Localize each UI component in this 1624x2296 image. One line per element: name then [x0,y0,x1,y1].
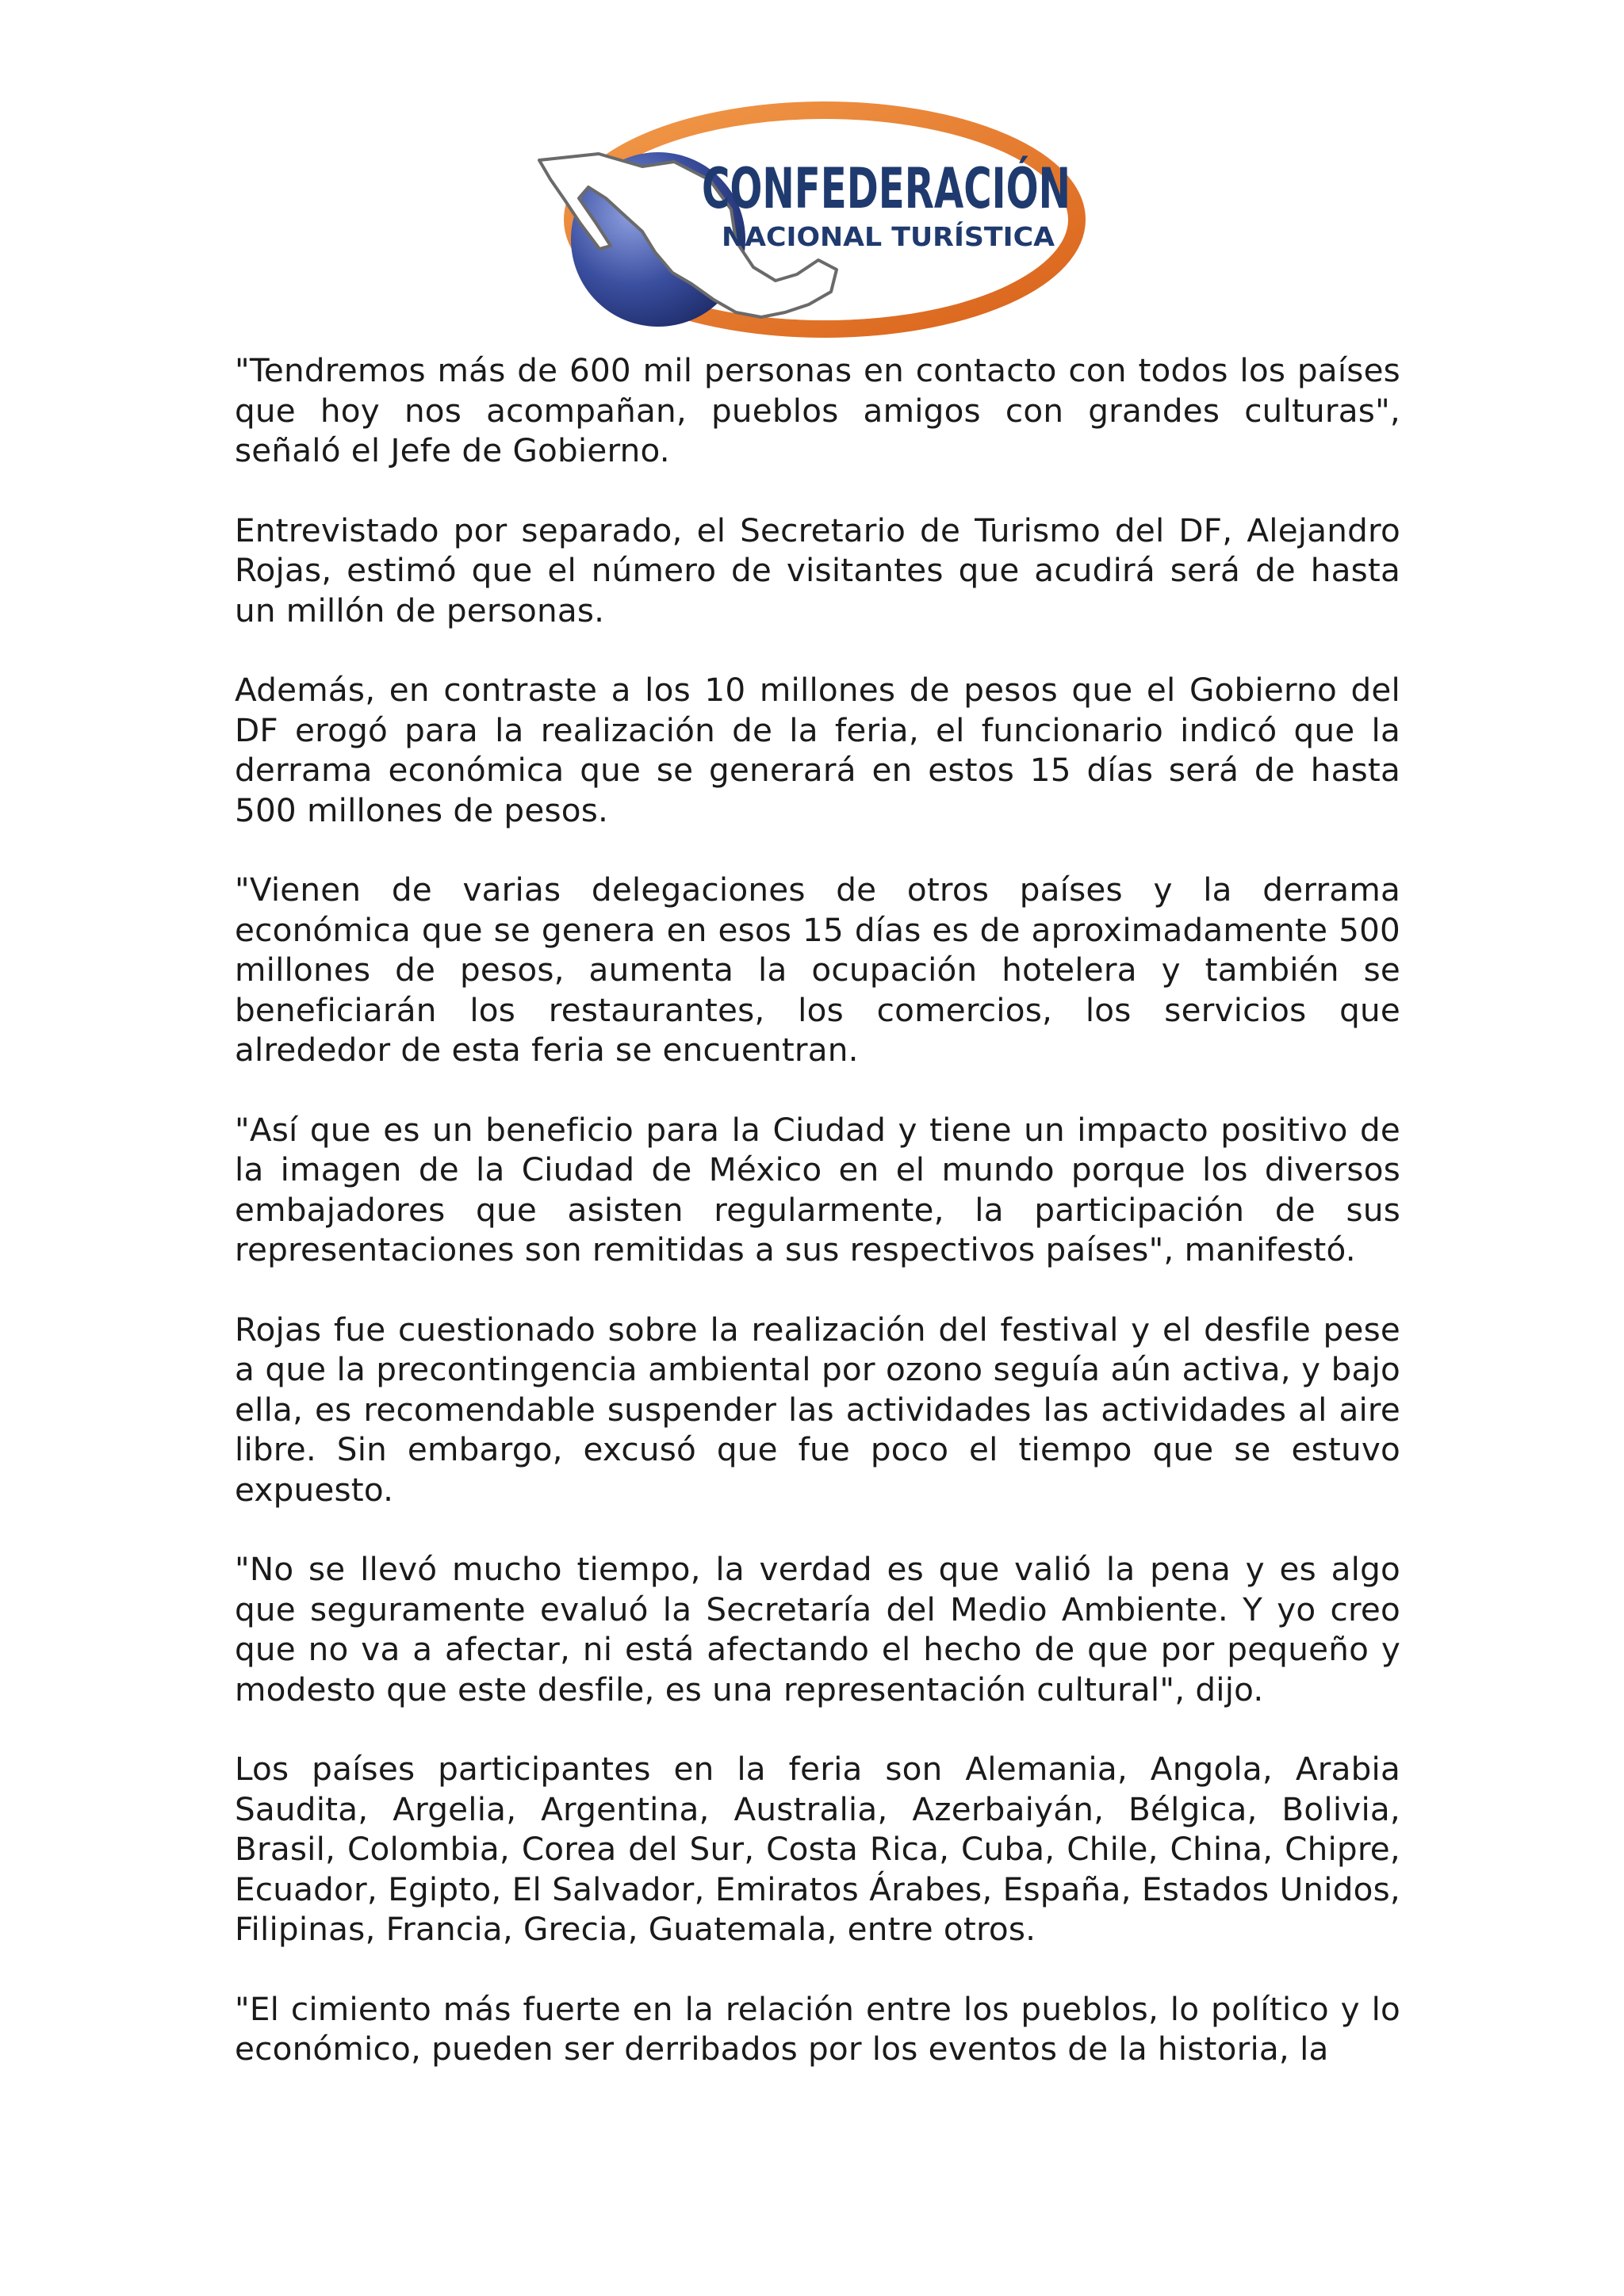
article-body [235,350,1400,2109]
logo-title: CONFEDERACIÓN [702,156,1071,221]
paragraph-2: Entrevistado por separado, el Secretario de Turismo del DF, Alejandro Rojas, estimó que el número de visitantes que acudirá será de hasta un millón de personas. [235,511,1400,629]
paragraph-5: "Así que es un beneficio para la Ciudad y tiene un impacto positivo de la imagen de la Ciudad de México en el mundo porque los diversos embajadores que asisten regularmente, la participación de sus representaciones son remitidas a sus respectivos países", manifestó. [235,1110,1400,1269]
paragraph-6: Rojas fue cuestionado sobre la realización del festival y el desfile pese a que la precontingencia ambiental por ozono seguía aún activa, y bajo ella, es recomendable suspender las actividades las actividades al aire libre. Sin embargo, excusó que fue poco el tiempo que se estuvo expuesto. [235,1310,1400,1509]
logo-subtitle: NACIONAL TURÍSTICA [722,221,1038,252]
paragraph-1: "Tendremos más de 600 mil personas en contacto con todos los países que hoy nos acompañan, pueblos amigos con grandes culturas", señaló el Jefe de Gobierno. [235,351,1400,469]
paragraph-7: "No se llevó mucho tiempo, la verdad es que valió la pena y es algo que seguramente evaluó la Secretaría del Medio Ambiente. Y yo creo que no va a afectar, ni está afectando el hecho de que por pequeño y modesto que este desfile, es una representación cultural", dijo. [235,1550,1400,1709]
paragraph-4: "Vienen de varias delegaciones de otros países y la derrama económica que se genera en esos 15 días es de aproximadamente 500 millones de pesos, aumenta la ocupación hotelera y también se beneficiarán los restaurantes, los comercios, los servicios que alrededor de esta feria se encuentran. [235,871,1400,1069]
confederacion-logo [523,105,1094,342]
paragraph-8: Los países participantes en la feria son Alemania, Angola, Arabia Saudita, Argelia, Argentina, Australia, Azerbaiyán, Bélgica, Bolivia, Brasil, Colombia, Corea del Sur, Costa Rica, Cuba, Chile, China, Chipre, Ecuador, Egipto, El Salvador, Emiratos Árabes, España, Estados Unidos, Filipinas, Francia, Grecia, Guatemala, entre otros. [235,1750,1400,1948]
paragraph-9: "El cimiento más fuerte en la relación entre los pueblos, lo político y lo económico, pueden ser derribados por los eventos de la historia, la [235,1989,1400,2068]
paragraph-3: Además, en contraste a los 10 millones de pesos que el Gobierno del DF erogó para la realización de la feria, el funcionario indicó que la derrama económica que se generará en estos 15 días será de hasta 500 millones de pesos. [235,671,1400,829]
logo-graphic [523,105,1094,342]
